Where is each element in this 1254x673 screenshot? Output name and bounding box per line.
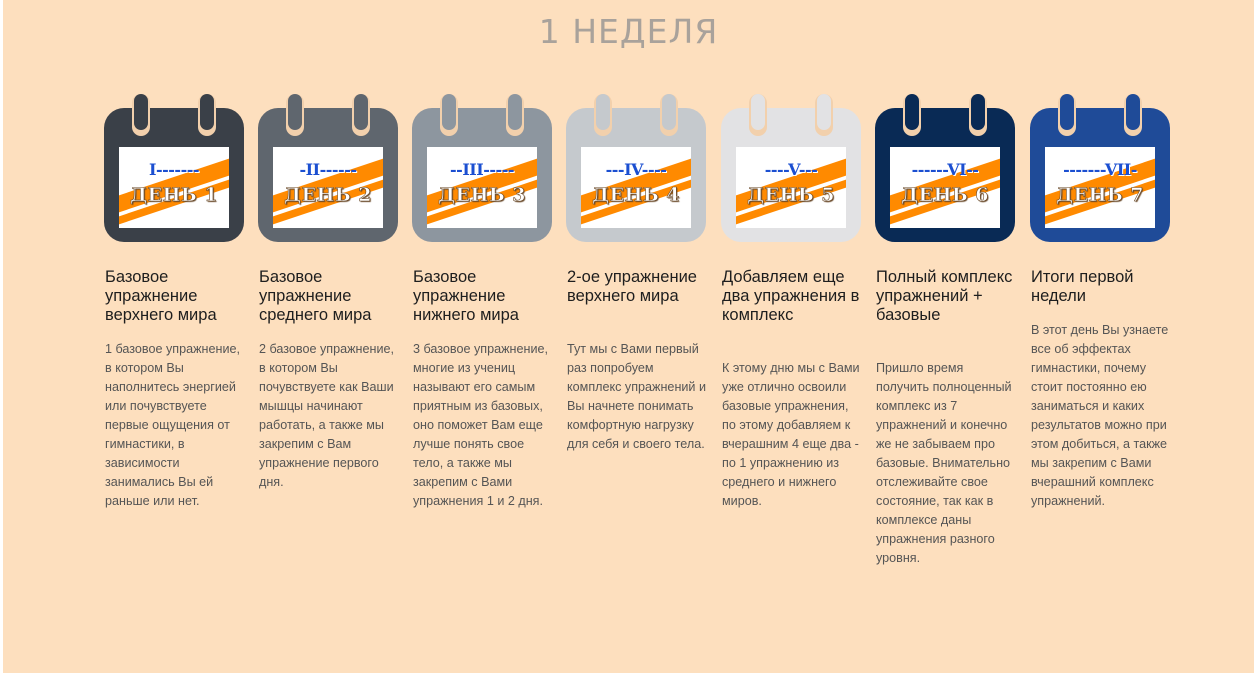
day-label: ДЕНЬ 3 [438, 184, 526, 206]
day-column [566, 94, 706, 451]
day-roman-numeral: ----V--- [764, 160, 818, 179]
day-calendar [104, 94, 244, 242]
day-roman-numeral: ---IV---- [605, 160, 667, 179]
day-column [104, 94, 244, 508]
day-label: ДЕНЬ 2 [284, 184, 372, 206]
day-description: В этот день Вы узнаете все об эффектах гимнастики, почему стоит постоянно ею заниматься и каких результатов можно при этом добиться, а также мы закрепим с Вами вчерашний комплекс упражнений. [1031, 323, 1169, 508]
day-label: ДЕНЬ 6 [901, 184, 989, 206]
day-column [412, 94, 552, 508]
day-label: ДЕНЬ 5 [747, 184, 835, 206]
day-column [1030, 94, 1170, 508]
day-label: ДЕНЬ 7 [1056, 184, 1144, 206]
day-calendar [721, 94, 861, 242]
day-heading: Полный комплекс упражнений + базовые [876, 268, 1013, 324]
day-description: 2 базовое упражнение, в котором Вы почувствуете как Ваши мышцы начинают работать, а также мы закрепим с Вам упражнение первого дня. [259, 342, 394, 489]
day-description: 3 базовое упражнение, многие из учениц называют его самым приятным из базовых, оно поможет Вам еще лучше понять свое тело, а также мы закрепим с Вами упражнения 1 и 2 дня. [413, 342, 548, 508]
day-heading: Добавляем еще два упражнения в комплекс [722, 268, 860, 324]
day-roman-numeral: -------VII- [1063, 160, 1137, 179]
day-calendar [412, 94, 552, 242]
day-column [258, 94, 398, 489]
day-column [721, 94, 861, 508]
day-roman-numeral: --III----- [450, 160, 514, 179]
day-column [875, 94, 1015, 565]
day-heading: 2-ое упражнение верхнего мира [567, 268, 697, 305]
day-heading: Базовое упражнение среднего мира [259, 268, 372, 324]
day-label: ДЕНЬ 4 [592, 184, 680, 206]
day-description: Тут мы с Вами первый раз попробуем комплекс упражнений и Вы начнете понимать комфортную нагрузку для себя и своего тела. [567, 342, 706, 451]
day-roman-numeral: -II------ [299, 160, 357, 179]
day-label: ДЕНЬ 1 [130, 184, 218, 206]
week-title: 1 НЕДЕЛЯ [538, 12, 719, 51]
week-section [3, 0, 1254, 673]
day-description: Пришло время получить полноценный комплекс из 7 упражнений и конечно же не забываем про базовые. Внимательно отслеживайте свое состояние, так как в комплексе даны упражнения разного уровня. [876, 361, 1012, 565]
day-calendar [875, 94, 1015, 242]
day-heading: Итоги первой недели [1031, 268, 1134, 305]
day-description: К этому дню мы с Вами уже отлично освоили базовые упражнения, по этому добавляем к вчерашним 4 еще два - по 1 упражнению из среднего и нижнего миров. [722, 361, 860, 508]
day-roman-numeral: I------- [149, 160, 199, 179]
day-calendar [1030, 94, 1170, 242]
day-calendar [566, 94, 706, 242]
day-description: 1 базовое упражнение, в котором Вы наполнитесь энергией или почувствуете первые ощущения от гимнастики, в зависимости занимались Вы ей раньше или нет. [105, 342, 240, 508]
day-calendar [258, 94, 398, 242]
day-heading: Базовое упражнение верхнего мира [105, 268, 217, 324]
day-heading: Базовое упражнение нижнего мира [413, 268, 519, 324]
day-roman-numeral: ------VI-- [911, 160, 979, 179]
